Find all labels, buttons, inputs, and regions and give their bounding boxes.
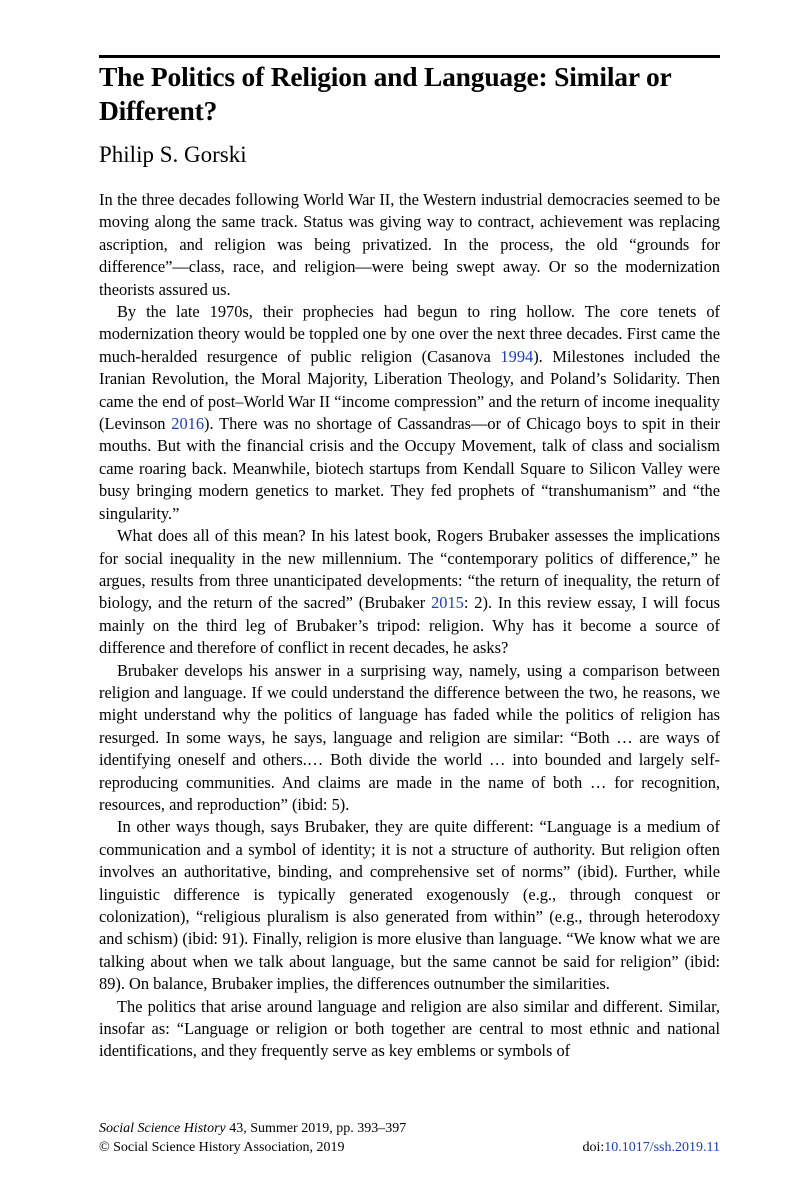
doi-prefix: doi: — [582, 1139, 605, 1155]
article-author: Philip S. Gorski — [99, 142, 247, 167]
paragraph-4: Brubaker develops his answer in a surprising way, namely, using a comparison between religion and language. If we could understand the difference between the two, he reasons, we might understand why the politics of language has faded while the politics of religion has resurged. In some ways, he says, language and religion are similar: “Both … are ways of identifying oneself and others.… Both divide the world … into bounded and largely self-reproducing communities. And claims are made in the name of both … for recognition, resources, and reproduction” (ibid: 5). — [99, 660, 720, 814]
paragraph-3-text-a: What does all of this mean? In his latest book, Rogers Brubaker assesses the implications for social inequality in the new millennium. The “contemporary politics of difference,” he argues, results from three unanticipated developments: “the return of inequality, the return of biology, and the return of the sacred” (Brubaker — [99, 526, 720, 613]
paragraph-2-text-a: By the late 1970s, their prophecies had begun to ring hollow. The core tenets of modernization theory would be toppled one by one over the next three decades. First came the much-heralded resurgence of public religion (Casanova — [99, 302, 720, 366]
article-body — [99, 189, 720, 1063]
paragraph-1: In the three decades following World War II, the Western industrial democracies seemed to be moving along the same track. Status was giving way to contract, achievement was replacing ascription, and religion was being privatized. In the process, the old “grounds for difference”—class, race, and religion—were being swept away. Or so the modernization theorists assured us. — [99, 190, 720, 299]
doi-link[interactable]: 10.1017/ssh.2019.11 — [604, 1139, 720, 1155]
journal-name: Social Science History — [99, 1121, 226, 1136]
paragraph-2 — [99, 301, 720, 525]
paragraph-5: In other ways though, says Brubaker, they are quite different: “Language is a medium of communication and a symbol of identity; it is not a structure of authority. But religion often involves an authoritative, binding, and comprehensive set of norms” (ibid). Further, while linguistic difference is typically generated exogenously (e.g., through conquest or colonization), “religious pluralism is also generated from within” (e.g., through heterodoxy and schism) (ibid: 91). Finally, religion is more elusive than language. “We know what we are talking about when we talk about language, but the same cannot be said for religion” (ibid: 89). On balance, Brubaker implies, the differences outnumber the similarities. — [99, 817, 720, 994]
footer-copyright-row — [99, 1139, 720, 1158]
article-title: The Politics of Religion and Language: Similar or Different? — [99, 61, 672, 126]
footer-citation-row — [99, 1120, 720, 1139]
citation-link-levinson-2016[interactable]: 2016 — [171, 414, 205, 434]
title-rule — [99, 55, 720, 58]
journal-citation — [99, 1120, 406, 1139]
paragraph-2-text-b: ). Milestones included the Iranian Revolution, the Moral Majority, Liberation Theology, and Poland’s Solidarity. Then came the end of post–World War II “income compression” and the return of income inequality (Levinson — [99, 346, 720, 434]
paragraph-3 — [99, 525, 720, 659]
copyright-notice: © Social Science History Association, 2019 — [99, 1139, 345, 1155]
page-footer — [99, 1120, 720, 1157]
citation-link-brubaker-2015[interactable]: 2015 — [431, 593, 464, 613]
citation-link-casanova-1994[interactable]: 1994 — [500, 346, 534, 366]
journal-issue: 43, Summer 2019, pp. 393–397 — [225, 1121, 407, 1136]
doi — [582, 1139, 720, 1158]
paragraph-6: The politics that arise around language and religion are also similar and different. Similar, insofar as: “Language or religion or both together are central to most ethnic and national identifications, and they frequently serve as key emblems or symbols of — [99, 996, 720, 1061]
paragraph-2-text-c: ). There was no shortage of Cassandras—or of Chicago boys to spit in their mouths. But with the financial crisis and the Occupy Movement, talk of class and socialism came roaring back. Meanwhile, biotech startups from Kendall Square to Silicon Valley were busy bringing modern genetics to market. They fed prophets of “transhumanism” and “the singularity.” — [99, 414, 720, 523]
paragraph-3-text-b: : 2). In this review essay, I will focus mainly on the third leg of Brubaker’s tripod: religion. Why has it become a source of difference and therefore of conflict in recent decades, he asks? — [99, 593, 720, 658]
